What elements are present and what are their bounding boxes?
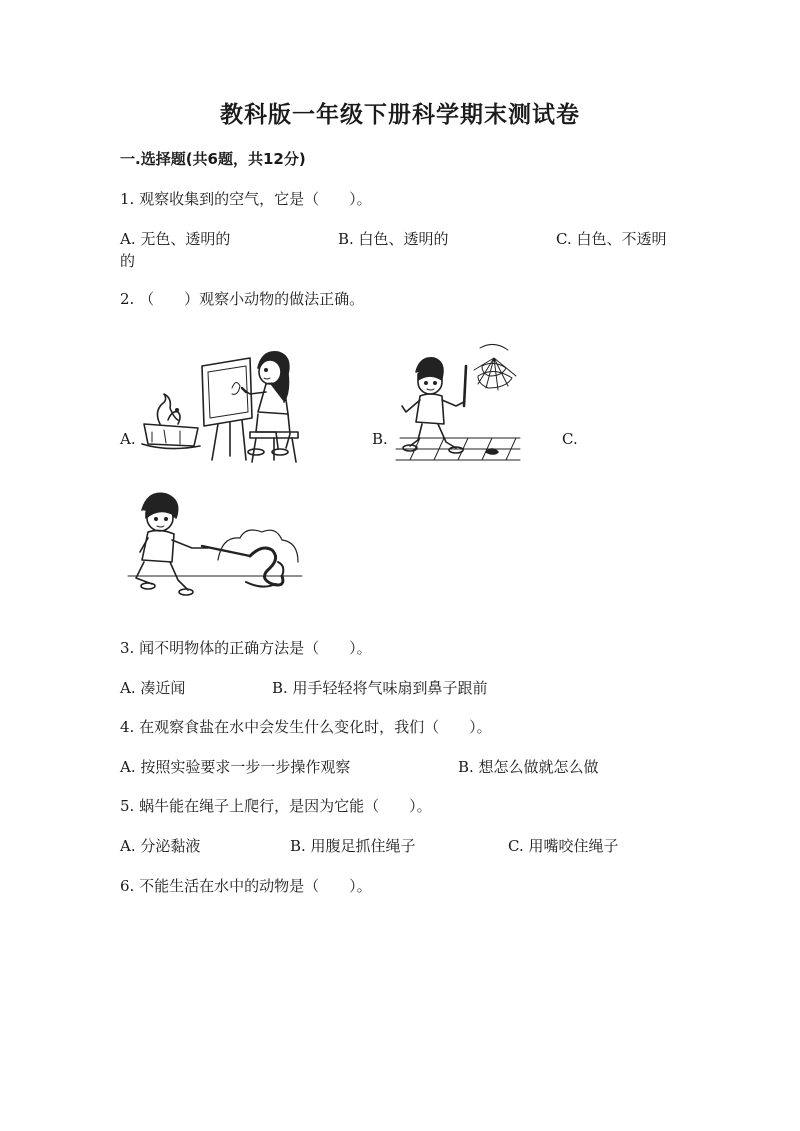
question-1-stem: 1. 观察收集到的空气，它是（ ）。 <box>120 190 372 208</box>
question-5-option-b[interactable]: B. 用腹足抓住绳子 <box>290 837 416 855</box>
boy-with-stick-spider-web-illustration <box>390 336 525 466</box>
question-2-stem: 2. （ ）观察小动物的做法正确。 <box>120 290 365 308</box>
girl-drawing-squirrel-illustration <box>138 348 308 468</box>
question-1-option-c[interactable]: C. 白色、不透明 <box>556 230 667 248</box>
question-1-option-a[interactable]: A. 无色、透明的 <box>120 230 231 248</box>
question-1-option-c-wrap: 的 <box>120 252 136 270</box>
question-3-option-a[interactable]: A. 凑近闻 <box>120 679 186 697</box>
question-1-option-b[interactable]: B. 白色、透明的 <box>338 230 449 248</box>
boy-poking-snake-illustration <box>126 486 306 598</box>
question-5-option-c[interactable]: C. 用嘴咬住绳子 <box>508 837 619 855</box>
page-title: 教科版一年级下册科学期末测试卷 <box>220 102 580 128</box>
question-5-option-a[interactable]: A. 分泌黏液 <box>120 837 201 855</box>
section-heading: 一.选择题(共6题，共12分) <box>120 150 306 168</box>
question-5-stem: 5. 蜗牛能在绳子上爬行，是因为它能（ ）。 <box>120 797 432 815</box>
question-3-option-b[interactable]: B. 用手轻轻将气味扇到鼻子跟前 <box>272 679 488 697</box>
question-6-stem: 6. 不能生活在水中的动物是（ ）。 <box>120 877 372 895</box>
question-4-option-a[interactable]: A. 按照实验要求一步一步操作观察 <box>120 758 351 776</box>
question-2-option-b[interactable]: B. <box>372 430 388 448</box>
question-2-option-c[interactable]: C. <box>562 430 578 448</box>
question-4-option-b[interactable]: B. 想怎么做就怎么做 <box>458 758 599 776</box>
question-3-stem: 3. 闻不明物体的正确方法是（ ）。 <box>120 639 372 657</box>
question-4-stem: 4. 在观察食盐在水中会发生什么变化时，我们（ ）。 <box>120 718 492 736</box>
question-2-option-a[interactable]: A. <box>120 430 136 448</box>
